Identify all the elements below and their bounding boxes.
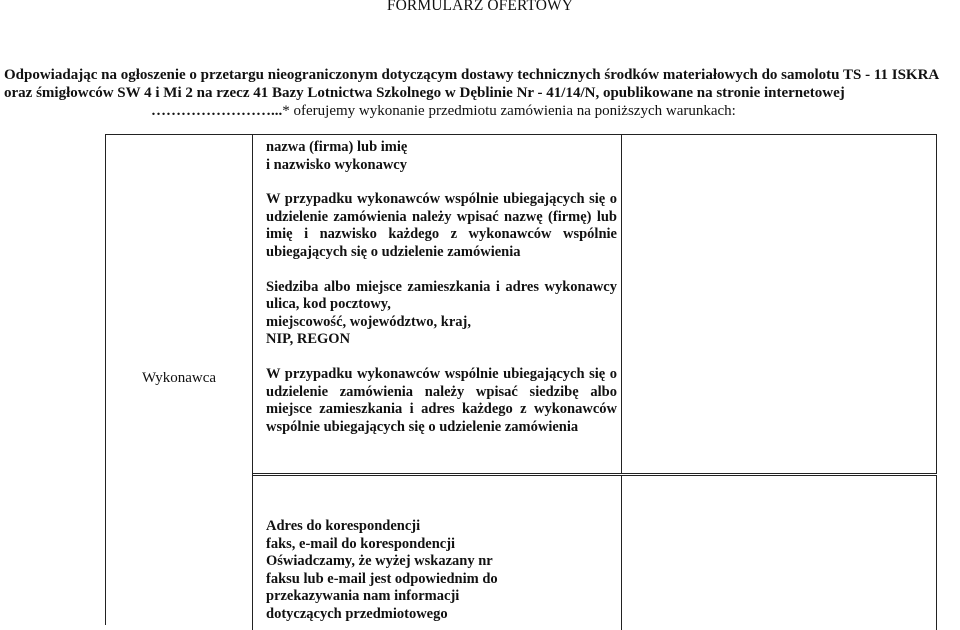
row-label-wykonawca: Wykonawca [141,370,217,386]
seat-label-line-3: NIP, REGON [266,331,351,348]
intro-line-3 [4,102,956,120]
correspondence-line-2: faks, e-mail do korespondencji [266,535,456,552]
name-label-line-1: nazwa (firma) lub imię [266,139,408,155]
value-cell-upper[interactable] [621,134,937,474]
correspondence-line-4: faksu lub e-mail jest odpowiednim do [266,570,498,587]
intro-line-2: oraz śmigłowców SW 4 i Mi 2 na rzecz 41 Bazy Lotnictwa Szkolnego w Dęblinie Nr - 41/14/N, opublikowane na stronie internetowej [4,85,845,101]
seat-label-line-2: miejscowość, województwo, kraj, [266,313,471,330]
value-cell-lower[interactable] [621,475,937,630]
intro-line-1: Odpowiadając na ogłoszenie o przetargu nieograniczonym dotyczącym dostawy technicznych środków materiałowych do samolotu TS - 11 ISKRA [4,67,940,83]
joint-name-note: W przypadku wykonawców wspólnie ubiegających się o udzielenie zamówienia należy wpisać nazwę (firmę) lub imię i nazwisko każdego z wykonawców wspólnie ubiegających się o udzielenie zamówienia [266,191,617,260]
correspondence-line-5: przekazywania nam informacji [266,588,460,605]
correspondence-line-6: dotyczących przedmiotowego [266,605,448,622]
form-title: FORMULARZ OFERTOWY [386,0,574,14]
name-label-line-2: i nazwisko wykonawcy [266,156,407,173]
intro-paragraph [4,66,956,120]
correspondence-line-3: Oświadczamy, że wyżej wskazany nr [266,553,493,570]
joint-seat-note: W przypadku wykonawców wspólnie ubiegających się o udzielenie zamówienia należy wpisać siedzibę albo miejsce zamieszkania i adres każdego z wykonawców wspólnie ubiegających się o udzielenie zamówienia [266,365,617,435]
seat-label-line-1: Siedziba albo miejsce zamieszkania i adres wykonawcy ulica, kod pocztowy, [266,278,617,313]
description-text-lower [266,518,617,624]
intro-line-3-text: * oferujemy wykonanie przedmiotu zamówienia na poniższych warunkach: [282,103,736,119]
description-text-upper [266,139,617,436]
intro-dots: ……………………... [151,103,283,119]
correspondence-line-1: Adres do korespondencji [266,518,421,534]
